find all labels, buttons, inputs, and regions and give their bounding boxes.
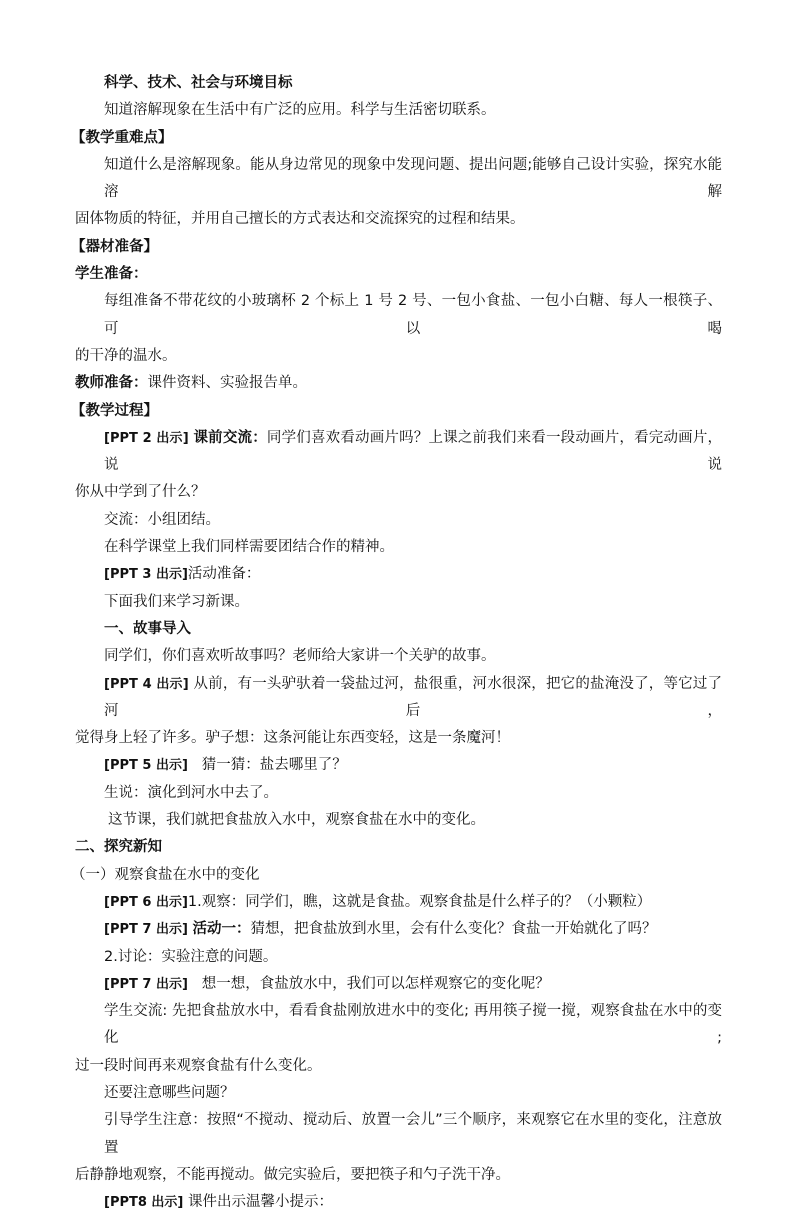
ppt7b-text: 想一想，食盐放水中，我们可以怎样观察它的变化呢？	[201, 975, 550, 992]
ppt5-text: 猜一猜：盐去哪里了？	[201, 757, 347, 774]
paragraph-line: 学生交流: 先把食盐放水中，看看食盐刚放进水中的变化; 再用筷子搅一搅，观察食盐在水中的变化;	[104, 1003, 722, 1047]
ppt2-line	[75, 425, 722, 480]
section-heading-sts-goal: 科学、技术、社会与环境目标	[104, 75, 293, 91]
section-heading-explore: 二、探究新知	[75, 839, 162, 856]
paragraph-line: 后静静地观察，不能再搅动。做完实验后，要把筷子和勺子洗干净。	[75, 1166, 510, 1183]
section-heading-story: 一、故事导入	[104, 620, 191, 637]
ppt7a-line	[75, 916, 722, 943]
section-heading-key-points: 【教学重难点】	[71, 129, 173, 146]
ppt4-line	[75, 671, 722, 726]
paragraph: 2.讨论：实验注意的问题。	[104, 948, 278, 965]
ppt8-text: 课件出示温馨小提示：	[188, 1194, 333, 1211]
ppt-tag: [PPT 6 出示]	[104, 894, 188, 910]
paragraph-line: 的干净的温水。	[75, 347, 177, 364]
subheading-student-prep: 学生准备：	[75, 266, 148, 283]
paragraph-line: 过一段时间再来观察食盐有什么变化。	[75, 1057, 322, 1074]
ppt-tag: [PPT8 出示]	[104, 1195, 184, 1211]
ppt2-text: 同学们喜欢看动画片吗？上课之前我们来看一段动画片，看完动画片，说说	[104, 429, 723, 474]
teacher-prep-text: 课件资料、实验报告单。	[147, 375, 307, 392]
paragraph-line: 每组准备不带花纹的小玻璃杯 2 个标上 1 号 2 号、一包小食盐、一包小白糖、每人一根筷子、可以喝	[104, 293, 722, 337]
ppt-tag: [PPT 5 出示]	[104, 758, 188, 774]
paragraph-line: 固体物质的特征，并用自己擅长的方式表达和交流探究的过程和结果。	[75, 211, 525, 228]
ppt7b-line	[75, 971, 722, 998]
ppt5-line	[75, 752, 722, 779]
teacher-prep-line	[75, 370, 722, 397]
section-heading-materials: 【器材准备】	[71, 238, 158, 255]
paragraph: 知道溶解现象在生活中有广泛的应用。科学与生活密切联系。	[104, 102, 496, 119]
ppt3-text: 活动准备：	[187, 566, 261, 583]
paragraph-line: 你从中学到了什么？	[75, 484, 206, 501]
paragraph: 同学们，你们喜欢听故事吗？老师给大家讲一个关驴的故事。	[104, 648, 496, 665]
paragraph-line: 知道什么是溶解现象。能从身边常见的现象中发现问题、提出问题;能够自己设计实验，探究水能溶解	[104, 156, 722, 201]
ppt-tag: [PPT 7 出示]	[104, 922, 188, 938]
ppt7a-text: 猜想，把食盐放到水里，会有什么变化？食盐一开始就化了吗？	[250, 921, 657, 938]
ppt-tag: [PPT 2 出示]	[104, 430, 189, 446]
ppt7a-lead: 活动一：	[192, 921, 251, 938]
ppt4-text: 从前，有一头驴驮着一袋盐过河，盐很重，河水很深，把它的盐淹没了，等它过了河后，	[104, 675, 722, 719]
ppt2-lead: 课前交流：	[193, 429, 267, 446]
ppt8-line	[75, 1189, 722, 1216]
teacher-prep-label: 教师准备：	[75, 375, 148, 392]
ppt-tag: [PPT 7 出示]	[104, 976, 188, 992]
ppt-tag: [PPT 4 出示]	[104, 676, 189, 692]
paragraph-line: 觉得身上轻了许多。驴子想：这条河能让东西变轻，这是一条魔河！	[75, 730, 510, 747]
subheading-salt-observe: （一）观察食盐在水中的变化	[71, 866, 260, 883]
section-heading-process: 【教学过程】	[71, 402, 158, 419]
ppt3-line	[75, 561, 722, 588]
ppt6-line	[75, 889, 722, 916]
ppt6-text: 1.观察：同学们，瞧，这就是食盐。观察食盐是什么样子的？（小颗粒）	[187, 893, 652, 910]
paragraph: 生说：演化到河水中去了。	[104, 784, 278, 801]
paragraph: 这节课，我们就把食盐放入水中，观察食盐在水中的变化。	[108, 812, 485, 829]
paragraph: 还要注意哪些问题？	[104, 1084, 235, 1101]
paragraph-line: 引导学生注意：按照“不搅动、搅动后、放置一会儿”三个顺序，来观察它在水里的变化，注意放置	[104, 1112, 722, 1156]
ppt-tag: [PPT 3 出示]	[104, 567, 188, 583]
paragraph: 在科学课堂上我们同样需要团结合作的精神。	[104, 539, 394, 556]
paragraph: 交流：小组团结。	[104, 511, 220, 528]
paragraph: 下面我们来学习新课。	[104, 593, 249, 610]
